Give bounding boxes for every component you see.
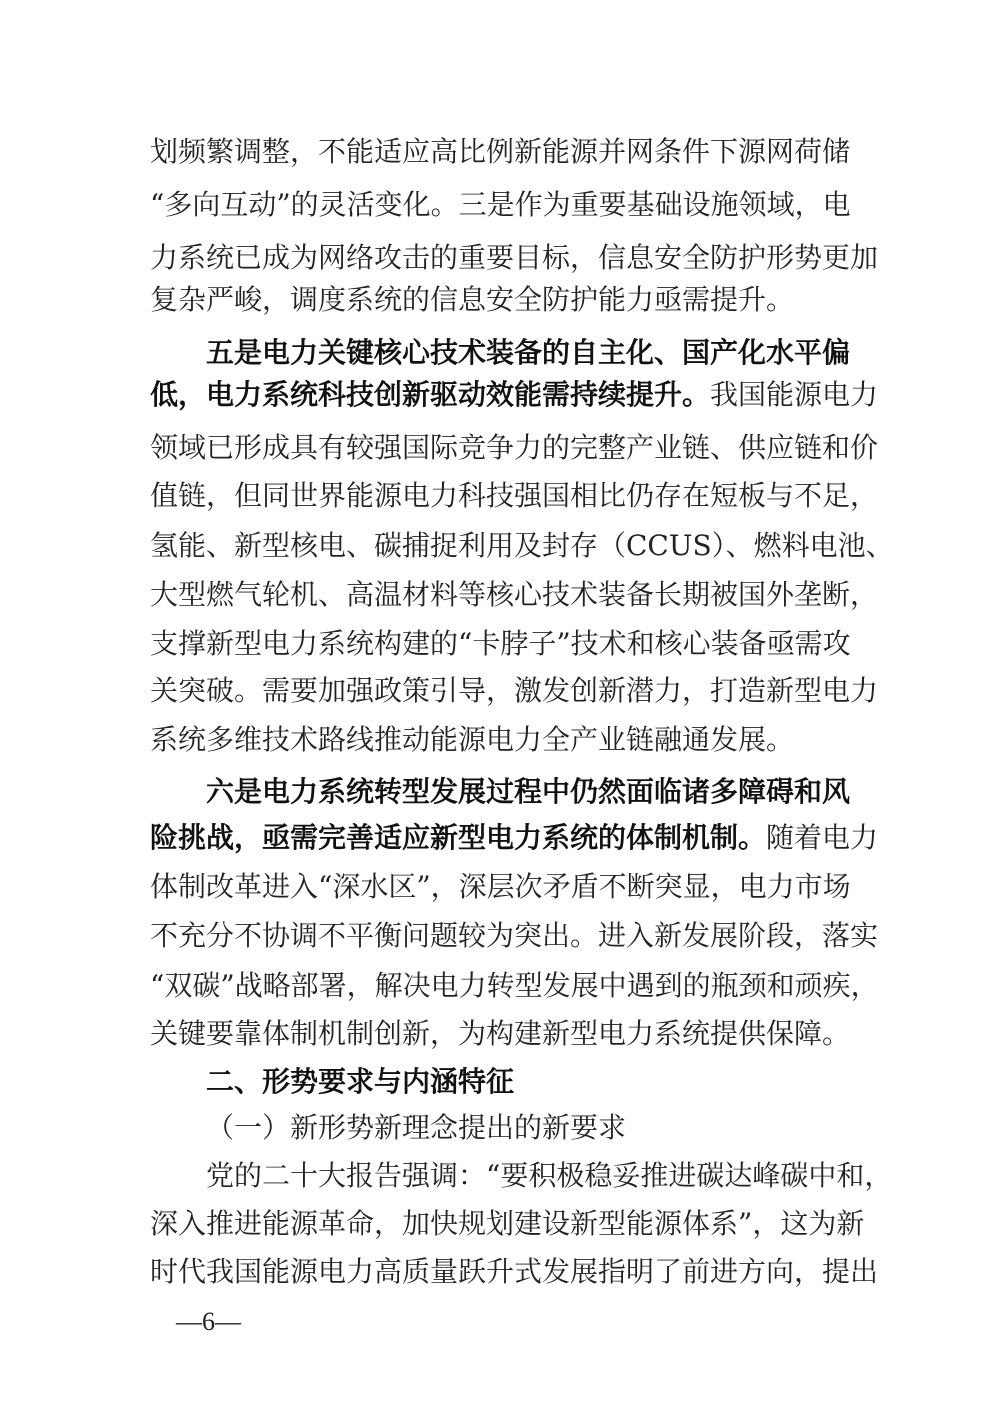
- final-line-3: 时代我国能源电力高质量跃升式发展指明了前进方向，提出: [150, 1255, 879, 1288]
- section5-line9: 系统多维技术路线推动能源电力全产业链融通发展。: [150, 723, 795, 756]
- section6-line6: 关键要靠体制机制创新，为构建新型电力系统提供保障。: [150, 1017, 851, 1050]
- section6-line2-rest: 随着电力: [766, 821, 879, 854]
- section5-line3: 领域已形成具有较强国际竞争力的完整产业链、供应链和价: [150, 431, 879, 464]
- section6-line2: [150, 818, 879, 858]
- final-line-2: 深入推进能源革命，加快规划建设新型能源体系”，这为新: [150, 1207, 865, 1240]
- page-number: —6—: [176, 1307, 241, 1336]
- section5-heading-line2: 低，电力系统科技创新驱动效能需持续提升。: [150, 378, 711, 411]
- section6-heading-line1: 六是电力系统转型发展过程中仍然面临诸多障碍和风: [206, 775, 851, 808]
- section6-heading-line2: 险挑战，亟需完善适应新型电力系统的体制机制。: [150, 821, 767, 854]
- section6-line5: “双碳”战略部署，解决电力转型发展中遇到的瓶颈和顽疾，: [150, 969, 879, 1002]
- body-line-3: 力系统已成为网络攻击的重要目标，信息安全防护形势更加: [150, 241, 879, 274]
- section6-line4: 不充分不协调不平衡问题较为突出。进入新发展阶段，落实: [150, 919, 879, 952]
- body-line-1: 划频繁调整，不能适应高比例新能源并网条件下源网荷储: [150, 135, 851, 168]
- section5-line2: [150, 375, 879, 415]
- section5-line5: 氢能、新型核电、碳捕捉利用及封存（CCUS）、燃料电池、: [150, 529, 894, 562]
- body-line-4: 复杂严峻，调度系统的信息安全防护能力亟需提升。: [150, 283, 795, 316]
- section5-line6: 大型燃气轮机、高温材料等核心技术装备长期被国外垄断，: [150, 578, 879, 611]
- section5-line8: 关突破。需要加强政策引导，激发创新潜力，打造新型电力: [150, 674, 879, 707]
- section5-line2-rest: 我国能源电力: [710, 378, 879, 411]
- body-line-2: “多向互动”的灵活变化。三是作为重要基础设施领域，电: [150, 188, 851, 221]
- section5-heading-line1: 五是电力关键核心技术装备的自主化、国产化水平偏: [206, 336, 851, 369]
- section5-line7: 支撑新型电力系统构建的“卡脖子”技术和核心装备亟需攻: [150, 627, 851, 660]
- section5-line4: 值链，但同世界能源电力科技强国相比仍存在短板与不足，: [150, 479, 879, 512]
- section6-line3: 体制改革进入“深水区”，深层次矛盾不断突显，电力市场: [150, 870, 851, 903]
- final-line-1: 党的二十大报告强调：“要积极稳妥推进碳达峰碳中和，: [206, 1159, 893, 1192]
- subsection-heading-1: （一）新形势新理念提出的新要求: [206, 1111, 627, 1144]
- section-heading-2: 二、形势要求与内涵特征: [206, 1065, 515, 1098]
